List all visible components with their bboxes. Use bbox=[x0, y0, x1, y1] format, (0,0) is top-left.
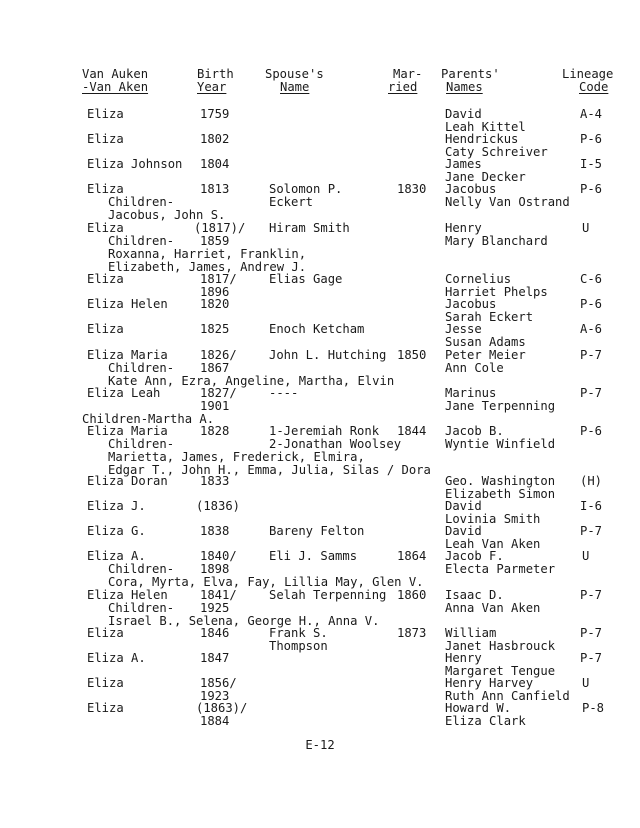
entry-birth-year: 1847 bbox=[200, 651, 230, 665]
header-col5-line2: Names bbox=[446, 80, 483, 94]
header-col3-line2: Name bbox=[280, 80, 310, 94]
entry-lineage-code: C-6 bbox=[580, 272, 603, 286]
entry-birth-year: 1856/ bbox=[200, 676, 237, 690]
entry-spouse-line1: Eli J. Samms bbox=[269, 549, 358, 563]
page-number: E-12 bbox=[305, 738, 335, 752]
entry-spouse-line1: Bareny Felton bbox=[269, 524, 365, 538]
header-col4-line1: Mar- bbox=[393, 67, 423, 81]
entry-death-year: 1925 bbox=[200, 601, 230, 615]
entry-parents-line2: Nelly Van Ostrand bbox=[445, 195, 570, 209]
entry-parents-line2: Janet Hasbrouck bbox=[445, 639, 556, 653]
entry-name: Eliza Maria bbox=[87, 348, 168, 362]
entry-parents-line2: Jane Decker bbox=[445, 170, 526, 184]
entry-name: Eliza A. bbox=[87, 651, 146, 665]
entry-lineage-code: I-5 bbox=[580, 157, 603, 171]
entry-parents-line2: Wyntie Winfield bbox=[445, 437, 556, 451]
entry-children-label: Children- bbox=[108, 437, 175, 451]
entry-parents-line1: Isaac D. bbox=[445, 588, 504, 602]
entry-parents-line1: Marinus bbox=[445, 386, 497, 400]
entry-married-year: 1850 bbox=[397, 348, 427, 362]
header-col1-line1: Van Auken bbox=[82, 67, 149, 81]
entry-parents-line1: Howard W. bbox=[445, 701, 512, 715]
entry-spouse-line2: 2-Jonathan Woolsey bbox=[269, 437, 402, 451]
entry-lineage-code: P-6 bbox=[580, 297, 603, 311]
entry-lineage-code: A-4 bbox=[580, 107, 603, 121]
entry-birth-year: (1817)/ bbox=[194, 221, 246, 235]
entry-children: Kate Ann, Ezra, Angeline, Martha, Elvin bbox=[108, 374, 395, 388]
entry-parents-line2: Caty Schreiver bbox=[445, 145, 548, 159]
header-col6-line1: Lineage bbox=[562, 67, 614, 81]
entry-parents-line2: Susan Adams bbox=[445, 335, 526, 349]
entry-parents-line1: Peter Meier bbox=[445, 348, 526, 362]
entry-lineage-code: U bbox=[582, 549, 590, 563]
entry-lineage-code: P-6 bbox=[580, 132, 603, 146]
entry-name: Eliza Helen bbox=[87, 297, 168, 311]
entry-parents-line1: Jacobus bbox=[445, 297, 497, 311]
entry-married-year: 1873 bbox=[397, 626, 427, 640]
entry-children-label: Children- bbox=[108, 562, 175, 576]
entry-birth-year: 1804 bbox=[200, 157, 230, 171]
header-col2-line2: Year bbox=[197, 80, 227, 94]
entry-married-year: 1864 bbox=[397, 549, 427, 563]
entry-parents-line1: Cornelius bbox=[445, 272, 512, 286]
header-col5-line1: Parents' bbox=[441, 67, 500, 81]
entry-birth-year: 1826/ bbox=[200, 348, 237, 362]
entry-children-label: Children- bbox=[108, 195, 175, 209]
entry-parents-line1: Geo. Washington bbox=[445, 474, 556, 488]
entry-death-year: 1867 bbox=[200, 361, 230, 375]
header-col2-line1: Birth bbox=[197, 67, 234, 81]
entry-name: Eliza Maria bbox=[87, 424, 168, 438]
entry-death-year: 1859 bbox=[200, 234, 230, 248]
entry-lineage-code: P-7 bbox=[580, 651, 603, 665]
entry-children: Cora, Myrta, Elva, Fay, Lillia May, Glen V. bbox=[108, 575, 424, 589]
entry-children-label: Children- bbox=[108, 601, 175, 615]
entry-parents-line2: Mary Blanchard bbox=[445, 234, 548, 248]
entry-parents-line1: David bbox=[445, 499, 482, 513]
entry-lineage-code: I-6 bbox=[580, 499, 603, 513]
entry-parents-line2: Anna Van Aken bbox=[445, 601, 541, 615]
entry-lineage-code: U bbox=[582, 676, 590, 690]
entry-parents-line2: Elizabeth Simon bbox=[445, 487, 556, 501]
entry-name: Eliza Helen bbox=[87, 588, 168, 602]
entry-parents-line1: James bbox=[445, 157, 482, 171]
entry-parents-line2: Harriet Phelps bbox=[445, 285, 548, 299]
entry-death-year: 1884 bbox=[200, 714, 230, 728]
entry-birth-year: 1817/ bbox=[200, 272, 237, 286]
entry-spouse-line1: Elias Gage bbox=[269, 272, 343, 286]
entry-lineage-code: P-6 bbox=[580, 424, 603, 438]
entry-name: Eliza bbox=[87, 322, 124, 336]
entry-name: Eliza bbox=[87, 107, 124, 121]
entry-parents-line2: Electa Parmeter bbox=[445, 562, 556, 576]
entry-birth-year: 1840/ bbox=[200, 549, 237, 563]
entry-spouse-line2: Thompson bbox=[269, 639, 328, 653]
entry-parents-line1: Jacobus bbox=[445, 182, 497, 196]
entry-lineage-code: P-7 bbox=[580, 386, 603, 400]
entry-name: Eliza bbox=[87, 676, 124, 690]
entry-lineage-code: (H) bbox=[580, 474, 603, 488]
entry-parents-line1: David bbox=[445, 107, 482, 121]
entry-lineage-code: P-7 bbox=[580, 348, 603, 362]
entry-children-cont: Edgar T., John H., Emma, Julia, Silas / Dora bbox=[108, 463, 431, 477]
entry-spouse-line1: Enoch Ketcham bbox=[269, 322, 365, 336]
entry-parents-line1: Hendrickus bbox=[445, 132, 519, 146]
entry-parents-line2: Jane Terpenning bbox=[445, 399, 556, 413]
entry-birth-year: 1820 bbox=[200, 297, 230, 311]
entry-name: Eliza Doran bbox=[87, 474, 168, 488]
entry-children: Roxanna, Harriet, Franklin, bbox=[108, 247, 307, 261]
entry-parents-line2: Leah Kittel bbox=[445, 120, 526, 134]
entry-name: Eliza G. bbox=[87, 524, 146, 538]
entry-children: Israel B., Selena, George H., Anna V. bbox=[108, 614, 380, 628]
entry-spouse-line1: Hiram Smith bbox=[269, 221, 350, 235]
entry-children-cont: Elizabeth, James, Andrew J. bbox=[108, 260, 307, 274]
entry-death-year: 1896 bbox=[200, 285, 230, 299]
entry-name: Eliza bbox=[87, 626, 124, 640]
entry-married-year: 1860 bbox=[397, 588, 427, 602]
entry-parents-line2: Ann Cole bbox=[445, 361, 504, 375]
entry-name: Eliza bbox=[87, 182, 124, 196]
entry-parents-line1: Jacob F. bbox=[445, 549, 504, 563]
entry-name: Eliza Leah bbox=[87, 386, 161, 400]
entry-lineage-code: P-8 bbox=[582, 701, 605, 715]
entry-children: Jacobus, John S. bbox=[108, 208, 226, 222]
entry-death-year: 1898 bbox=[200, 562, 230, 576]
entry-parents-line1: David bbox=[445, 524, 482, 538]
entry-lineage-code: P-7 bbox=[580, 588, 603, 602]
entry-married-year: 1844 bbox=[397, 424, 427, 438]
entry-birth-year: (1836) bbox=[196, 499, 241, 513]
entry-parents-line2: Eliza Clark bbox=[445, 714, 526, 728]
entry-birth-year: 1838 bbox=[200, 524, 230, 538]
entry-birth-year: 1813 bbox=[200, 182, 230, 196]
entry-lineage-code: P-7 bbox=[580, 626, 603, 640]
entry-spouse-line1: John L. Hutching bbox=[269, 348, 387, 362]
entry-birth-year: 1846 bbox=[200, 626, 230, 640]
entry-name: Eliza bbox=[87, 221, 124, 235]
entry-birth-year: (1863)/ bbox=[196, 701, 248, 715]
entry-parents-line2: Ruth Ann Canfield bbox=[445, 689, 570, 703]
entry-parents-line1: Jacob B. bbox=[445, 424, 504, 438]
entry-birth-year: 1759 bbox=[200, 107, 230, 121]
entry-children: Marietta, James, Frederick, Elmira, bbox=[108, 450, 365, 464]
entry-parents-line2: Sarah Eckert bbox=[445, 310, 534, 324]
entry-children-label: Children- bbox=[108, 361, 175, 375]
header-col4-line2: ried bbox=[388, 80, 418, 94]
entry-birth-year: 1833 bbox=[200, 474, 230, 488]
entry-name: Eliza A. bbox=[87, 549, 146, 563]
entry-parents-line2: Leah Van Aken bbox=[445, 537, 541, 551]
entry-birth-year: 1841/ bbox=[200, 588, 237, 602]
entry-lineage-code: A-6 bbox=[580, 322, 603, 336]
entry-children-label: Children- bbox=[108, 234, 175, 248]
entry-birth-year: 1828 bbox=[200, 424, 230, 438]
entry-lineage-code: U bbox=[582, 221, 590, 235]
entry-parents-line1: William bbox=[445, 626, 497, 640]
entry-birth-year: 1825 bbox=[200, 322, 230, 336]
entry-name: Eliza J. bbox=[87, 499, 146, 513]
entry-name: Eliza bbox=[87, 132, 124, 146]
entry-spouse-line1: 1-Jeremiah Ronk bbox=[269, 424, 380, 438]
entry-spouse-line1: Solomon P. bbox=[269, 182, 343, 196]
entry-spouse-line1: Frank S. bbox=[269, 626, 328, 640]
entry-birth-year: 1827/ bbox=[200, 386, 237, 400]
entry-married-year: 1830 bbox=[397, 182, 427, 196]
header-col3-line1: Spouse's bbox=[265, 67, 324, 81]
header-col1-line2: -Van Aken bbox=[82, 80, 149, 94]
entry-spouse-line2: Eckert bbox=[269, 195, 314, 209]
entry-parents-line1: Henry bbox=[445, 221, 482, 235]
entry-death-year: 1923 bbox=[200, 689, 230, 703]
entry-birth-year: 1802 bbox=[200, 132, 230, 146]
entry-parents-line1: Jesse bbox=[445, 322, 482, 336]
entry-death-year: 1901 bbox=[200, 399, 230, 413]
entry-name: Eliza bbox=[87, 272, 124, 286]
entry-lineage-code: P-7 bbox=[580, 524, 603, 538]
entry-parents-line2: Margaret Tengue bbox=[445, 664, 556, 678]
entry-children: Children-Martha A. bbox=[82, 412, 215, 426]
entry-spouse-line1: Selah Terpenning bbox=[269, 588, 387, 602]
entry-spouse-line1: ---- bbox=[269, 386, 299, 400]
entry-parents-line1: Henry Harvey bbox=[445, 676, 534, 690]
entry-lineage-code: P-6 bbox=[580, 182, 603, 196]
entry-parents-line1: Henry bbox=[445, 651, 482, 665]
entry-name: Eliza bbox=[87, 701, 124, 715]
entry-parents-line2: Lovinia Smith bbox=[445, 512, 541, 526]
entry-name: Eliza Johnson bbox=[87, 157, 183, 171]
header-col6-line2: Code bbox=[579, 80, 609, 94]
